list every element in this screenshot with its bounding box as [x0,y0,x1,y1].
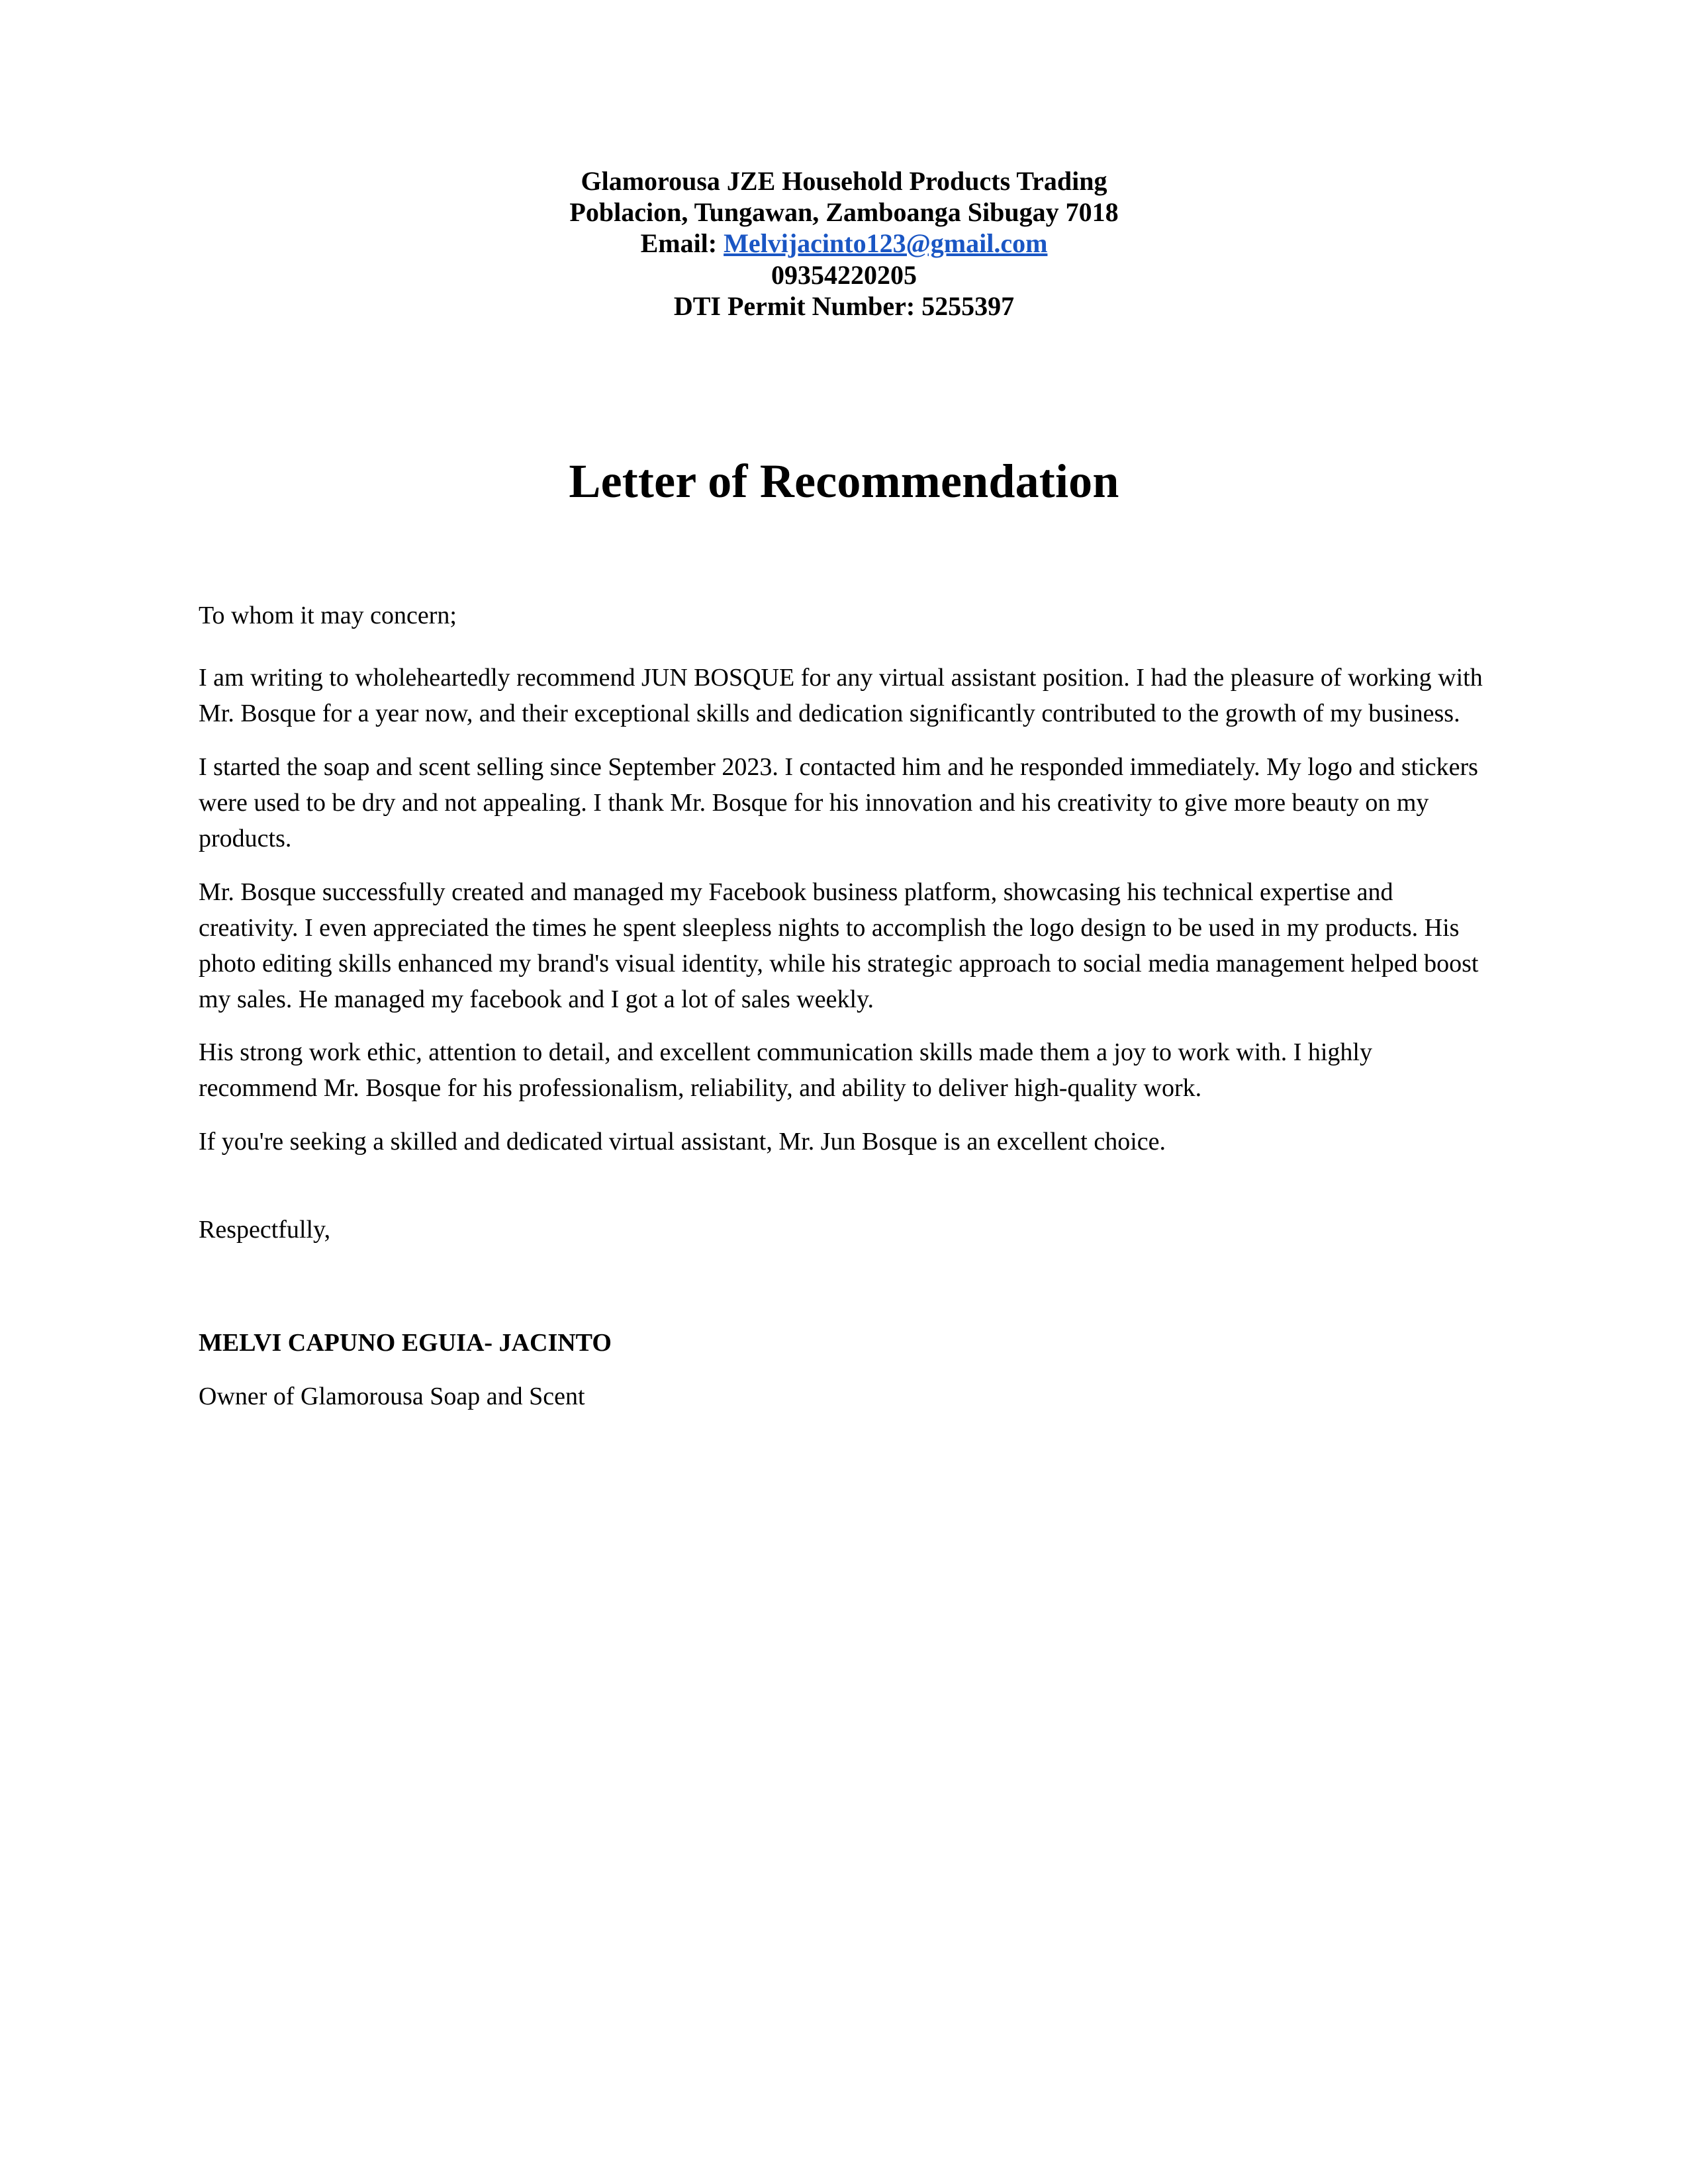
letterhead-company: Glamorousa JZE Household Products Trading [581,166,1107,196]
letter-paragraph: I started the soap and scent selling since September 2023. I contacted him and he responded immediately. My logo and stickers were used to be dry and not appealing. I thank Mr. Bosque for his innovation and his creativity to give more beauty on my products. [199,752,1478,852]
letterhead-email-line [199,228,1489,259]
signer-name: MELVI CAPUNO EGUIA- JACINTO [199,1329,612,1357]
letterhead-phone: 09354220205 [771,259,917,290]
email-label: Email: [640,228,718,259]
signature-spacer [199,1266,1489,1326]
letter-paragraph: I am writing to wholeheartedly recommend JUN BOSQUE for any virtual assistant position. I had the pleasure of working with Mr. Bosque for a year now, and their exceptional skills and dedication significantly contributed to the growth of my business. [199,663,1483,727]
signer-role: Owner of Glamorousa Soap and Scent [199,1383,585,1411]
letter-body [199,598,1489,1415]
letter-paragraph: If you're seeking a skilled and dedicated virtual assistant, Mr. Jun Bosque is an excellent choice. [199,1128,1166,1156]
salutation: To whom it may concern; [199,601,457,629]
closing-spacer [199,1178,1489,1212]
letter-paragraph: Mr. Bosque successfully created and managed my Facebook business platform, showcasing his technical expertise and creativity. I even appreciated the times he spent sleepless nights to accomplish the logo design to be used in my products. His photo editing skills enhanced my brand's visual identity, while his strategic approach to social media management helped boost my sales. He managed my facebook and I got a lot of sales weekly. [199,878,1479,1013]
page-title: Letter of Recommendation [569,454,1119,508]
letterhead [199,165,1489,322]
letterhead-permit: DTI Permit Number: 5255397 [673,291,1015,321]
letter-paragraph: His strong work ethic, attention to detail, and excellent communication skills made them a joy to work with. I highly recommend Mr. Bosque for his professionalism, reliability, and ability to deliver high-quality work. [199,1038,1372,1103]
letterhead-address: Poblacion, Tungawan, Zamboanga Sibugay 7018 [569,197,1119,228]
email-link[interactable]: Melvijacinto123@gmail.com [724,228,1048,259]
closing: Respectfully, [199,1216,331,1244]
